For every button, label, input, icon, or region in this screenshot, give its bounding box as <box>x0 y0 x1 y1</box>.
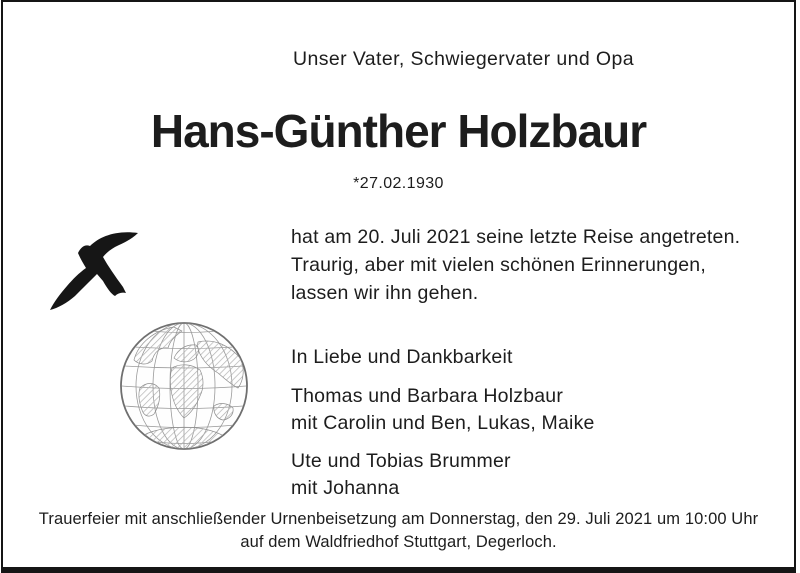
earth-globe-icon <box>116 318 252 454</box>
birth-date: *27.02.1930 <box>353 175 444 192</box>
funeral-line: auf dem Waldfriedhof Stuttgart, Degerloch. <box>240 532 557 551</box>
closing-line: In Liebe und Dankbarkeit <box>291 346 513 368</box>
mourner-names: Ute und Tobias Brummer <box>291 450 511 472</box>
funeral-line: Trauerfeier mit anschließender Urnenbeisetzung am Donnerstag, den 29. Juli 2021 um 10:00 Uhr <box>38 510 759 528</box>
farewell-message <box>291 223 740 307</box>
message-line: lassen wir ihn gehen. <box>291 282 479 304</box>
mourner-children: mit Johanna <box>291 477 400 499</box>
funeral-details <box>3 508 794 553</box>
obituary-notice-frame <box>1 0 796 573</box>
message-line: hat am 20. Juli 2021 seine letzte Reise angetreten. <box>291 226 741 248</box>
message-line: Traurig, aber mit vielen schönen Erinnerungen, <box>291 254 706 276</box>
deceased-name: Hans-Günther Holzbaur <box>150 105 647 157</box>
mourners-family-2 <box>291 448 511 502</box>
mourner-children: mit Carolin und Ben, Lukas, Maike <box>291 412 595 434</box>
flying-bird-icon <box>45 226 141 318</box>
mourners-family-1 <box>291 383 595 437</box>
intro-line: Unser Vater, Schwiegervater und Opa <box>293 48 634 70</box>
mourner-names: Thomas und Barbara Holzbaur <box>291 385 564 407</box>
